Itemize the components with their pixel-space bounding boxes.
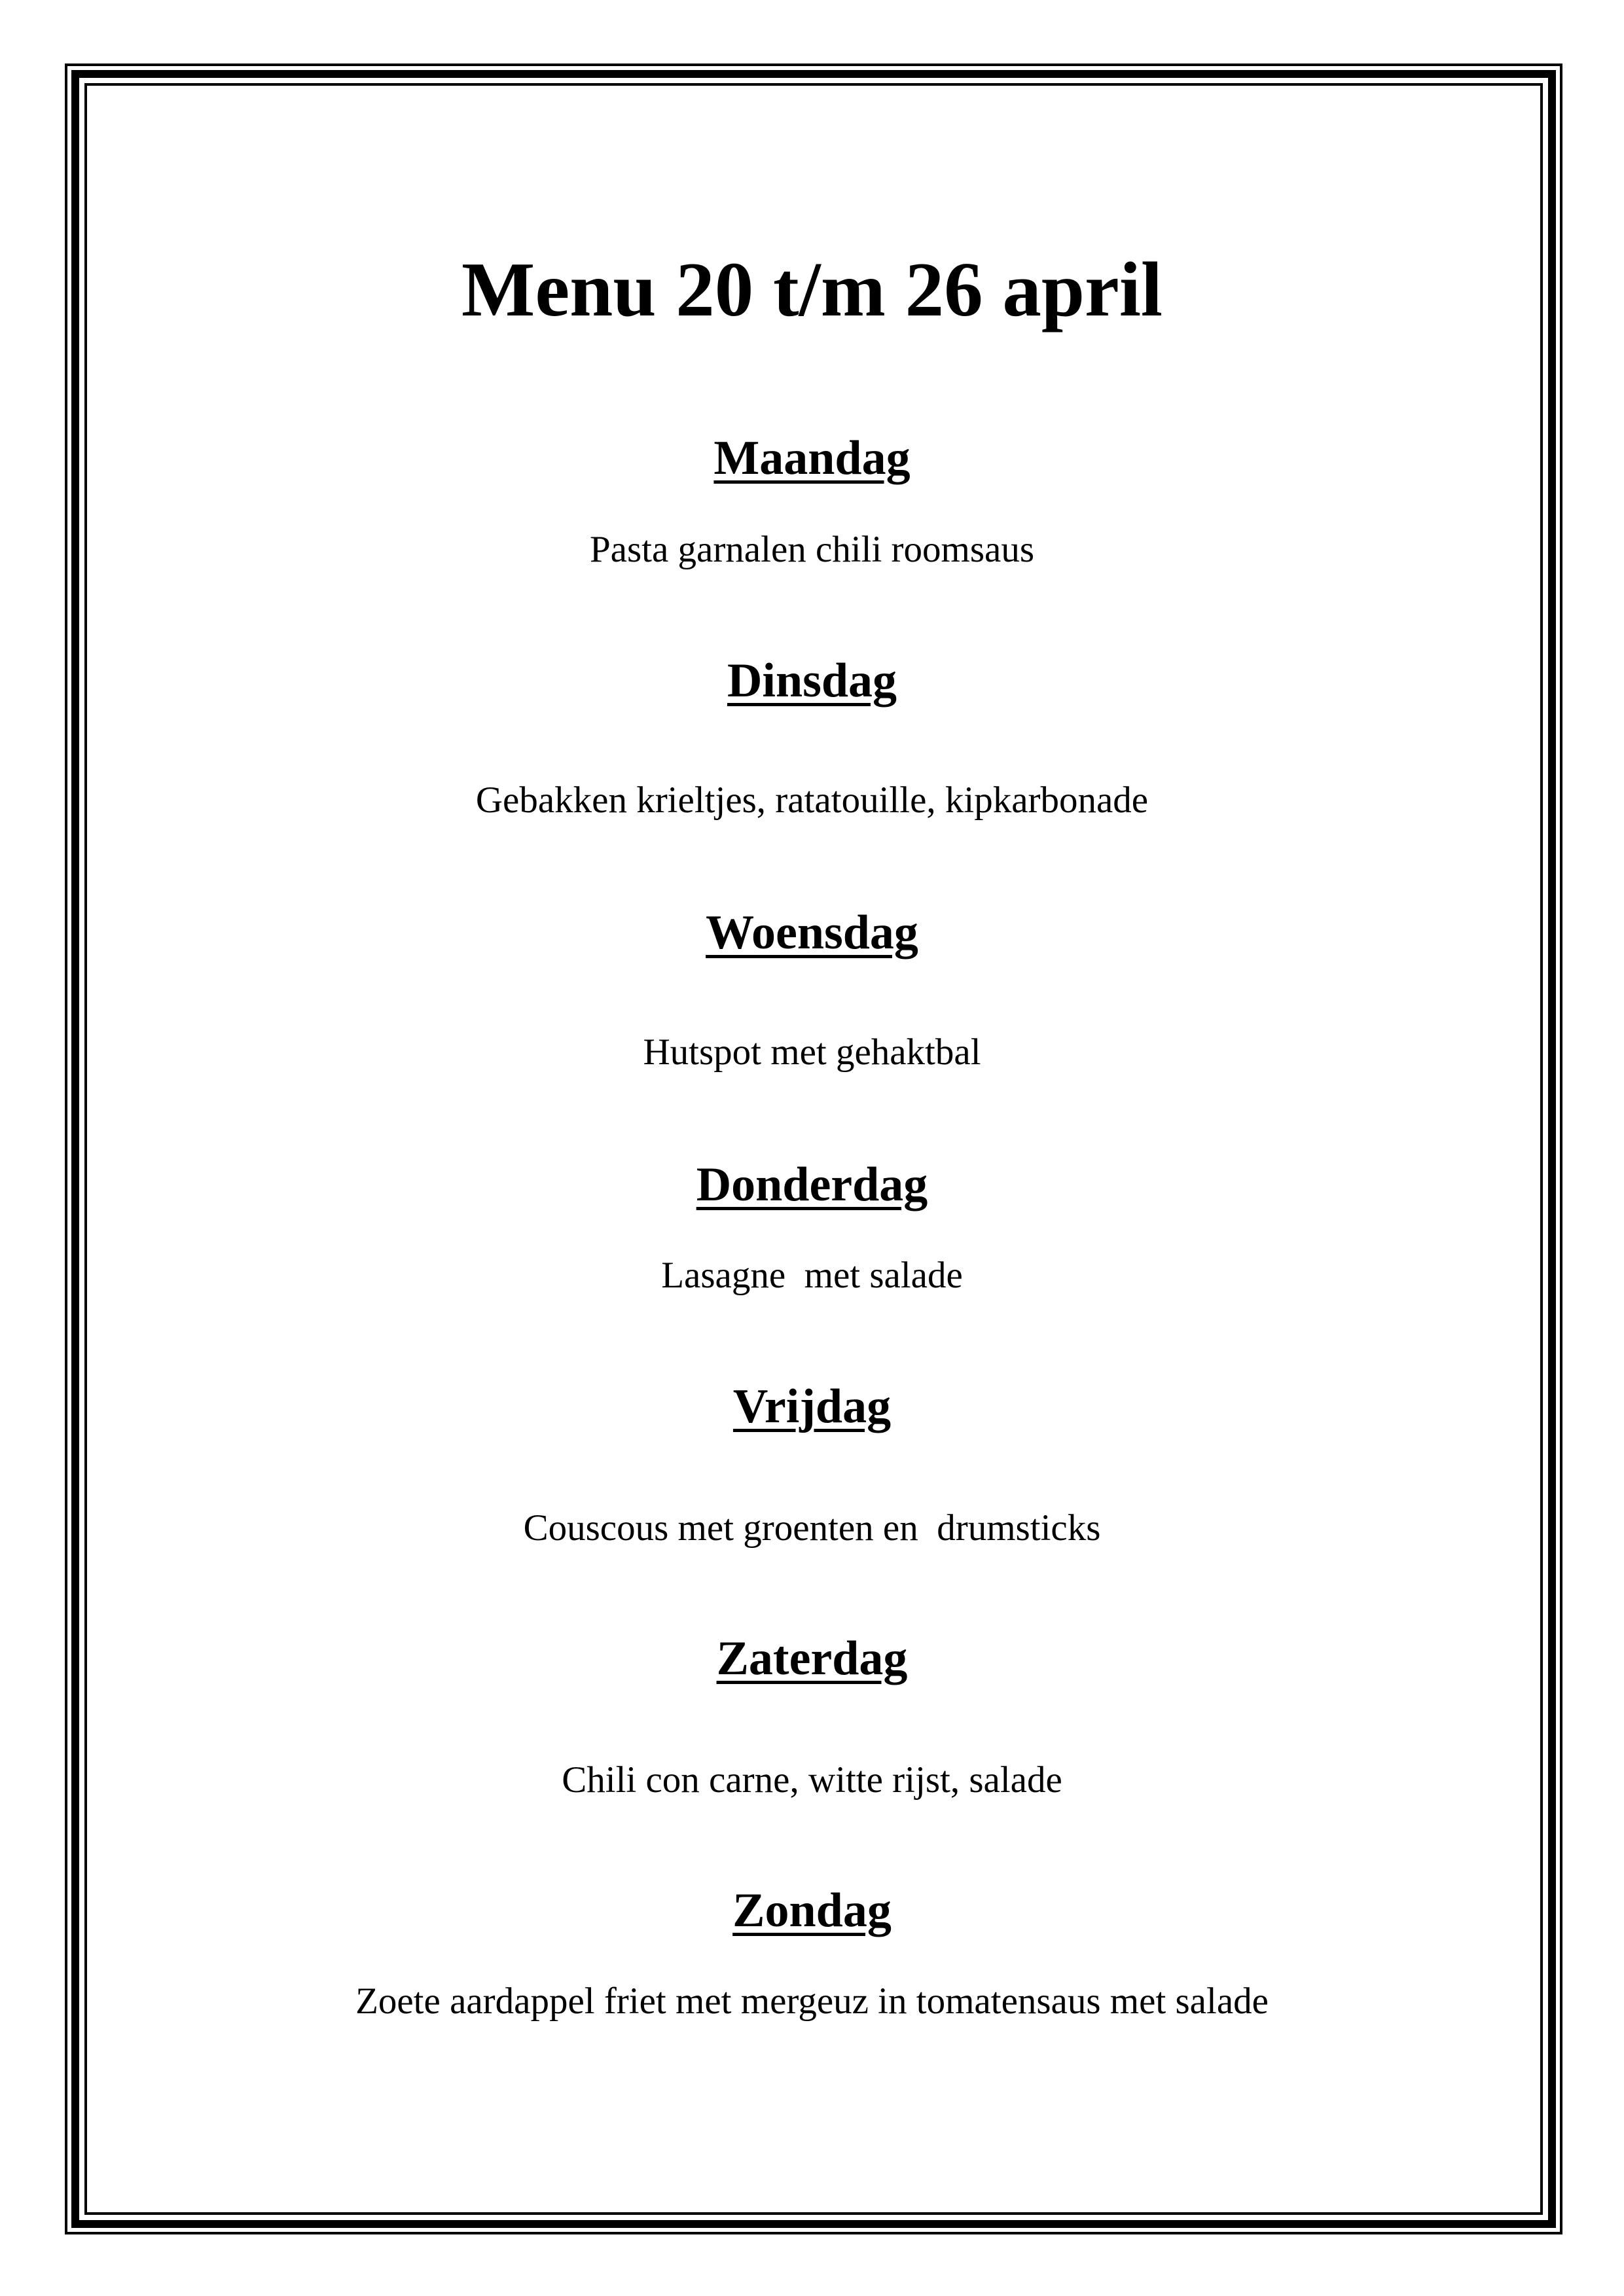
dish-dinsdag: Gebakken krieltjes, ratatouille, kipkarbonade: [475, 780, 1149, 821]
dish-vrijdag: Couscous met groenten en drumsticks: [523, 1507, 1101, 1549]
day-heading-vrijdag: Vrijdag: [732, 1380, 892, 1433]
dish-woensdag: Hutspot met gehaktbal: [643, 1031, 981, 1073]
dish-zaterdag: Chili con carne, witte rijst, salade: [562, 1759, 1062, 1801]
dish-zondag: Zoete aardappel friet met mergeuz in tomatensaus met salade: [355, 1981, 1269, 2022]
dish-maandag: Pasta garnalen chili roomsaus: [589, 529, 1035, 570]
day-heading-donderdag: Donderdag: [696, 1158, 928, 1211]
day-heading-maandag: Maandag: [713, 431, 911, 485]
day-heading-zondag: Zondag: [732, 1884, 892, 1937]
day-heading-dinsdag: Dinsdag: [727, 654, 897, 708]
dish-donderdag: Lasagne met salade: [661, 1255, 963, 1296]
page-title: Menu 20 t/m 26 april: [461, 246, 1163, 332]
day-heading-zaterdag: Zaterdag: [716, 1632, 908, 1685]
day-heading-woensdag: Woensdag: [706, 906, 918, 960]
